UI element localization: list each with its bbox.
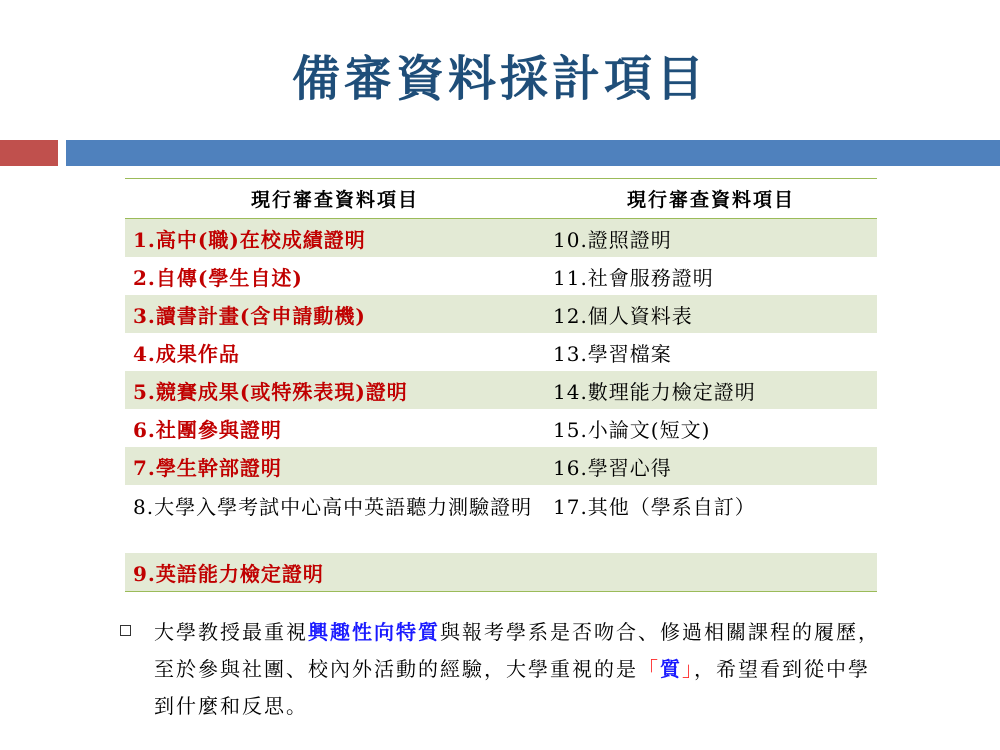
- table-row: [125, 409, 877, 447]
- table-cell: 6.社團參與證明: [133, 417, 282, 442]
- table-cell: 3.讀書計畫(含申請動機): [125, 295, 545, 333]
- table-cell: 7.學生幹部證明: [125, 447, 545, 485]
- table-row: [125, 553, 877, 592]
- note-part: 與報考學系是否吻合、修過相關課程的履歷，至於參與社團、校內外活動的經驗，大學重視的是: [154, 620, 880, 681]
- table-cell: 14.數理能力檢定證明: [545, 371, 877, 409]
- table-cell: 12.個人資料表: [545, 295, 877, 333]
- table-cell: 16.學習心得: [545, 447, 877, 485]
- accent-band-blue: [66, 140, 1000, 166]
- table-cell: 11.社會服務證明: [553, 265, 714, 290]
- table-cell: 9.英語能力檢定證明: [125, 553, 545, 592]
- table-cell: 17.其他（學系自訂）: [553, 495, 756, 519]
- table-cell: 10.證照證明: [545, 219, 877, 258]
- column-header-left: 現行審查資料項目: [125, 179, 545, 219]
- table-row: [125, 333, 877, 371]
- table-cell: 2.自傳(學生自述): [133, 265, 303, 290]
- note-paragraph: [120, 614, 880, 725]
- table-row: [125, 219, 877, 258]
- note-open-quote: 「: [638, 657, 660, 681]
- table-cell: [545, 553, 877, 592]
- column-header-right: 現行審查資料項目: [545, 179, 877, 219]
- note-highlight-quality: 質: [660, 657, 682, 681]
- table-cell: 15.小論文(短文): [553, 417, 711, 442]
- table-cell: 4.成果作品: [133, 341, 240, 366]
- table-cell: 1.高中(職)在校成績證明: [125, 219, 545, 258]
- note-part: 大學教授最重視: [154, 620, 308, 644]
- table-header-row: [125, 179, 877, 219]
- table-cell: 5.競賽成果(或特殊表現)證明: [125, 371, 545, 409]
- page-title: 備審資料採計項目: [291, 51, 708, 107]
- note-highlight-interest: 興趣性向特質: [308, 620, 440, 644]
- table-cell: 8.大學入學考試中心高中英語聽力測驗證明: [133, 495, 533, 519]
- review-items-table: [125, 178, 877, 592]
- accent-band-red: [0, 140, 58, 166]
- table-row: [125, 447, 877, 485]
- table-row: [125, 371, 877, 409]
- table-row: [125, 485, 877, 553]
- note-text: [154, 614, 880, 725]
- table-row: [125, 257, 877, 295]
- table-cell: 13.學習檔案: [553, 341, 672, 366]
- note-part: ，希望看到從中學到什麼和反思。: [154, 657, 870, 718]
- note-close-quote: 」: [682, 657, 694, 681]
- table-row: [125, 295, 877, 333]
- square-bullet-icon: [120, 625, 131, 636]
